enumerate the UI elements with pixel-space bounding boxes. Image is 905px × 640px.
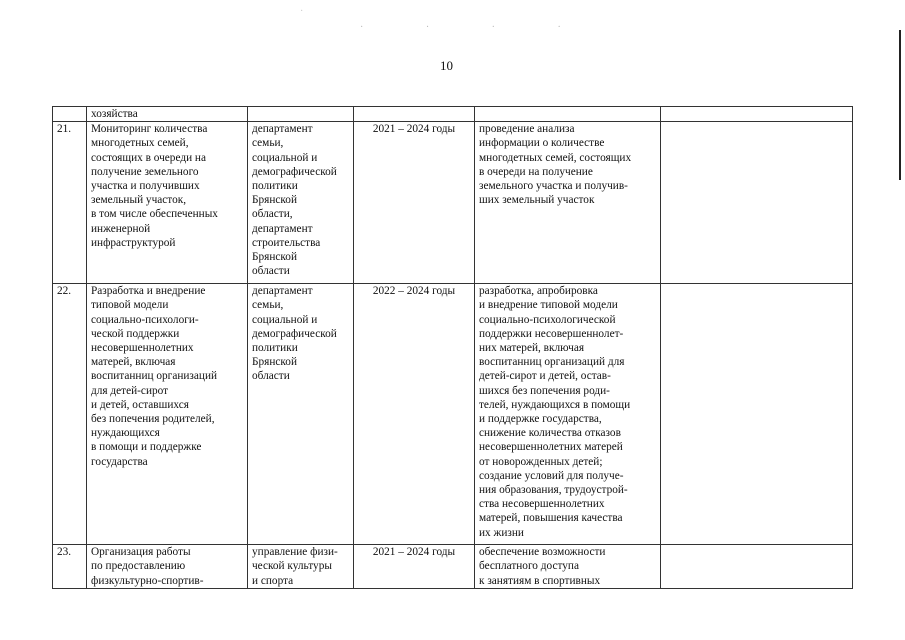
cell-executor [248, 107, 354, 122]
cell-period: 2021 – 2024 годы [354, 122, 475, 284]
cell-period [354, 107, 475, 122]
cell-result: проведение анализа информации о количестве многодетных семей, состоящих в очереди на получение земельного участка и получив- ших земельный участок [475, 122, 661, 284]
cell-note [661, 545, 853, 589]
cell-number: 21. [53, 122, 87, 284]
cell-activity: хозяйства [87, 107, 248, 122]
scan-speckles-top: · [300, 6, 304, 17]
cell-executor: управление физи- ческой культуры и спорта [248, 545, 354, 589]
cell-activity: Разработка и внедрение типовой модели социально-психологи- ческой поддержки несовершеннолетних матерей, включая воспитанниц организаций для детей-сирот и детей, оставшихся без попечения родителей, нуждающихся в помощи и поддержке государства [87, 284, 248, 545]
cell-activity: Мониторинг количества многодетных семей, состоящих в очереди на получение земельного участка и получивших земельный участок, в том числе обеспеченных инженерной инфраструктурой [87, 122, 248, 284]
cell-note [661, 107, 853, 122]
table-row [53, 545, 853, 589]
cell-executor: департамент семьи, социальной и демографической политики Брянской области, департамент строительства Брянской области [248, 122, 354, 284]
cell-note [661, 284, 853, 545]
cell-number [53, 107, 87, 122]
cell-result: обеспечение возможности бесплатного доступа к занятиям в спортивных [475, 545, 661, 589]
cell-result [475, 107, 661, 122]
page-number: 10 [440, 58, 453, 73]
table-row [53, 122, 853, 284]
cell-executor: департамент семьи, социальной и демографической политики Брянской области [248, 284, 354, 545]
cell-number: 22. [53, 284, 87, 545]
measures-table [52, 106, 853, 589]
table-row [53, 284, 853, 545]
cell-note [661, 122, 853, 284]
cell-period: 2021 – 2024 годы [354, 545, 475, 589]
cell-result: разработка, апробировка и внедрение типовой модели социально-психологической поддержки несовершеннолет- них матерей, включая воспитанниц организаций для детей-сирот и детей, остав- шихся без попечения роди- телей, нуждающихся в помощи и поддержке государства, снижение количества отказов несовершеннолетних матерей от новорожденных детей; создание условий для получе- ния образования, трудоустрой- ства несовершеннолетних матерей, повышения качества их жизни [475, 284, 661, 545]
scan-speckles: · · · · [360, 22, 591, 33]
cell-activity: Организация работы по предоставлению физкультурно-спортив- [87, 545, 248, 589]
table-row-continuation [53, 107, 853, 122]
scan-edge-line [899, 30, 901, 180]
cell-number: 23. [53, 545, 87, 589]
cell-period: 2022 – 2024 годы [354, 284, 475, 545]
